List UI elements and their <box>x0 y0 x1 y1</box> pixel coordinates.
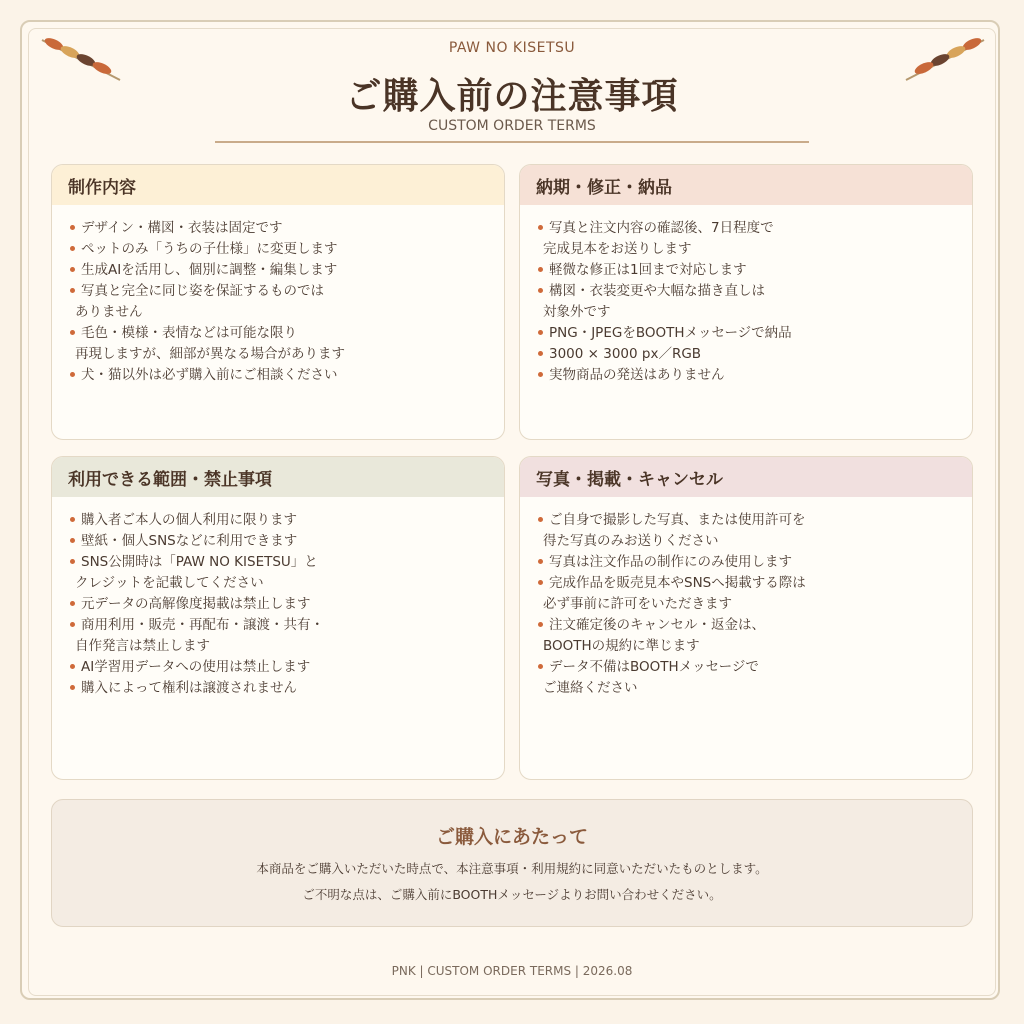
bullet-dot-icon <box>538 351 543 356</box>
list-item <box>70 678 488 699</box>
list-item-text: 商用利用・販売・再配布・譲渡・共有・ <box>81 617 324 633</box>
bullet-dot-icon <box>538 372 543 377</box>
section-title: 利用できる範囲・禁止事項 <box>52 457 504 497</box>
section-card-delivery <box>519 164 973 440</box>
bullet-dot-icon <box>538 267 543 272</box>
list-item-text: 元データの高解像度掲載は禁止します <box>81 596 311 612</box>
list-item-text: 写真と注文内容の確認後、7日程度で <box>549 220 774 236</box>
list-item <box>70 531 488 552</box>
list-item <box>70 281 488 323</box>
section-list <box>52 497 504 699</box>
list-item-text: 毛色・模様・表情などは可能な限り <box>81 325 297 341</box>
bullet-dot-icon <box>538 580 543 585</box>
list-item-text: 購入によって権利は譲渡されません <box>81 680 297 696</box>
list-item-text: 購入者ご本人の個人利用に限ります <box>81 512 297 528</box>
footer-text: PNK | CUSTOM ORDER TERMS | 2026.08 <box>391 964 633 978</box>
bullet-dot-icon <box>538 559 543 564</box>
list-item-continuation: 再現しますが、細部が異なる場合があります <box>75 346 345 362</box>
section-title: 納期・修正・納品 <box>520 165 972 205</box>
bullet-dot-icon <box>70 372 75 377</box>
list-item-continuation: 完成見本をお送りします <box>543 241 692 257</box>
bullet-dot-icon <box>70 225 75 230</box>
list-item-continuation: ありません <box>75 304 143 320</box>
page-title: ご購入前の注意事項 <box>345 76 679 117</box>
purchase-notice <box>51 799 973 927</box>
notice-text: ご不明な点は、ご購入前にBOOTHメッセージよりお問い合わせください。 <box>302 887 722 902</box>
list-item-text: ご自身で撮影した写真、または使用許可を <box>549 512 806 528</box>
bullet-dot-icon <box>70 288 75 293</box>
bullet-dot-icon <box>70 622 75 627</box>
list-item-text: ペットのみ「うちの子仕様」に変更します <box>81 241 338 257</box>
list-item-text: 犬・猫以外は必ず購入前にご相談ください <box>81 367 338 383</box>
section-list <box>520 497 972 699</box>
section-title: 制作内容 <box>52 165 504 205</box>
list-item <box>70 657 488 678</box>
list-item <box>538 573 956 615</box>
bullet-dot-icon <box>538 517 543 522</box>
list-item <box>538 344 956 365</box>
list-item <box>70 552 488 594</box>
list-item <box>70 510 488 531</box>
list-item <box>70 239 488 260</box>
list-item-text: 実物商品の発送はありません <box>549 367 725 383</box>
list-item-continuation: 自作発言は禁止します <box>75 638 210 654</box>
bullet-dot-icon <box>70 601 75 606</box>
list-item-text: デザイン・構図・衣装は固定です <box>81 220 283 236</box>
list-item <box>538 552 956 573</box>
list-item <box>70 323 488 365</box>
bullet-dot-icon <box>70 267 75 272</box>
title-divider <box>215 141 809 143</box>
page-subtitle: CUSTOM ORDER TERMS <box>428 118 596 134</box>
list-item-text: データ不備はBOOTHメッセージで <box>549 659 759 675</box>
list-item <box>70 365 488 386</box>
list-item <box>70 615 488 657</box>
list-item-text: 3000 × 3000 px／RGB <box>549 346 702 362</box>
list-item-continuation: 対象外です <box>543 304 611 320</box>
list-item <box>538 365 956 386</box>
brand-name: PAW NO KISETSU <box>448 40 576 56</box>
notice-title: ご購入にあたって <box>435 826 588 848</box>
bullet-dot-icon <box>70 246 75 251</box>
bullet-dot-icon <box>70 517 75 522</box>
notice-text: 本商品をご購入いただいた時点で、本注意事項・利用規約に同意いただいたものとします。 <box>256 861 768 876</box>
list-item <box>70 218 488 239</box>
section-title: 写真・掲載・キャンセル <box>520 457 972 497</box>
bullet-dot-icon <box>70 664 75 669</box>
list-item-text: 注文確定後のキャンセル・返金は、 <box>549 617 765 633</box>
section-card-production <box>51 164 505 440</box>
list-item-continuation: 必ず事前に許可をいただきます <box>543 596 732 612</box>
bullet-dot-icon <box>538 288 543 293</box>
bullet-dot-icon <box>70 330 75 335</box>
bullet-dot-icon <box>538 622 543 627</box>
list-item-text: PNG・JPEGをBOOTHメッセージで納品 <box>549 325 792 341</box>
list-item <box>538 510 956 552</box>
bullet-dot-icon <box>70 559 75 564</box>
list-item <box>538 323 956 344</box>
section-card-photos <box>519 456 973 780</box>
list-item-text: SNS公開時は「PAW NO KISETSU」と <box>81 554 318 570</box>
list-item-text: 壁紙・個人SNSなどに利用できます <box>81 533 298 549</box>
list-item-text: 完成作品を販売見本やSNSへ掲載する際は <box>549 575 806 591</box>
bullet-dot-icon <box>538 225 543 230</box>
list-item <box>70 260 488 281</box>
list-item <box>538 260 956 281</box>
list-item-text: 生成AIを活用し、個別に調整・編集します <box>81 262 338 278</box>
list-item-text: 写真と完全に同じ姿を保証するものでは <box>81 283 324 299</box>
list-item <box>538 615 956 657</box>
list-item <box>538 218 956 260</box>
bullet-dot-icon <box>70 685 75 690</box>
list-item <box>538 281 956 323</box>
list-item-text: 写真は注文作品の制作にのみ使用します <box>549 554 792 570</box>
list-item <box>70 594 488 615</box>
section-list <box>52 205 504 386</box>
list-item-text: AI学習用データへの使用は禁止します <box>81 659 311 675</box>
list-item-text: 構図・衣装変更や大幅な描き直しは <box>549 283 765 299</box>
list-item-continuation: BOOTHの規約に準じます <box>543 638 700 654</box>
list-item <box>538 657 956 699</box>
bullet-dot-icon <box>538 664 543 669</box>
section-card-usage <box>51 456 505 780</box>
list-item-text: 軽微な修正は1回まで対応します <box>549 262 747 278</box>
list-item-continuation: 得た写真のみお送りください <box>543 533 719 549</box>
list-item-continuation: クレジットを記載してください <box>75 575 264 591</box>
list-item-continuation: ご連絡ください <box>543 680 638 696</box>
section-list <box>520 205 972 386</box>
bullet-dot-icon <box>538 330 543 335</box>
bullet-dot-icon <box>70 538 75 543</box>
